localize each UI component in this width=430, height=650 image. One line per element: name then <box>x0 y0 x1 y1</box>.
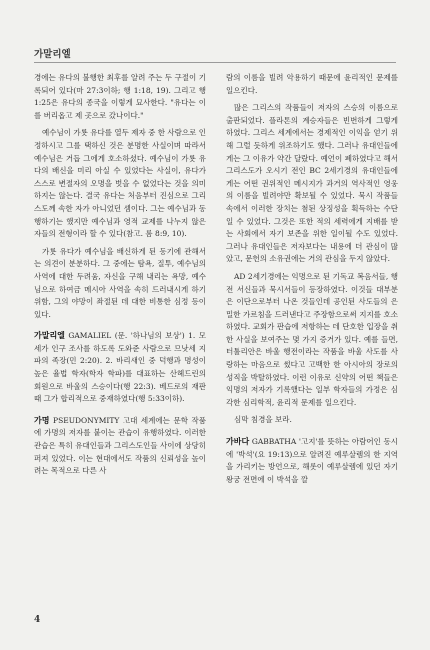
entry-body: GAMALIEL (문. '하나님의 보상') 1. 모세가 인구 조사를 하도록 도와준 사람으로 므낫세 지파의 족장(민 2:20). 2. 바리새인 중 덕행과 명성이 높은 율법 학자(학자 학파)를 대표하는 산헤드린의 회원으로 바울의 스승이다(행 22:3). 베드로의 재판 때 그가 합리적으로 중재하였다(행 5:33이하). <box>34 331 206 404</box>
paragraph: 경에는 유다의 불행한 최후를 알려 주는 두 구절이 기록되어 있다(마 27:3이하; 행 1:18, 19). 그리고 행 1:25은 유다의 종국을 이렇게 묘사한다. "유다는 이를 버리옵고 제 곳으로 갔나이다." <box>34 73 206 120</box>
paragraph: AD 2세기경에는 익명으로 된 기독교 복음서들, 행전 서신들과 묵시서들이 등장하였다. 이것들 대부분은 이단으로부터 나온 것들인데 공인된 사도들의 은밀한 가르침을 드러낸다고 주장함으로써 지지를 호소하였다. 교회가 판습에 저항하는 데 단호한 입장을 취한 사실을 보여주는 몇 가지 증거가 있다. 예를 들면, 터툴리안은 바울 행전이라는 작품을 바울 사도를 사랑하는 마음으로 썼다고 고백한 한 아시아의 장로의 성직을 박탈하였다. 이런 이유로 신약의 어떤 책들은 익명의 저자가 기록했다는 일부 학자들의 가정은 심각한 심리학적, 윤리적 문제를 일으킨다. <box>226 271 398 407</box>
dictionary-entry-gamaliel <box>34 330 206 406</box>
entry-headword: 가바다 <box>226 437 250 447</box>
header-rule <box>34 62 396 63</box>
right-column <box>226 72 398 491</box>
dictionary-entry-pseudonymity <box>34 415 206 478</box>
cross-reference: 심막 침경을 보라. <box>234 415 292 425</box>
paragraph: 가룟 유다가 예수님을 배신하게 된 동기에 관해서는 의견이 분분하다. 그 중에는 탐욕, 질투, 예수님의 사역에 대한 두려움, 자신을 구해 내리는 욕망, 예수님으로 하여금 메시아 사역을 속히 드러내시게 하기 위함, 그의 야망이 좌절된 데 대한 비통한 심정 등이 있다. <box>34 246 206 319</box>
entry-headword: 가말리엘 <box>34 331 65 341</box>
entry-body: PSEUDONYMITY 고대 세계에는 문학 작품에 가명의 저자를 붙이는 관습이 유행하였다. 이러한 관습은 특히 유대인들과 그리스도인들 사이에 상당히 퍼져 있었다. 이는 현대에서도 작품의 신뢰성을 높이려는 목적으로 다른 사 <box>34 415 206 476</box>
entry-headword: 가명 <box>34 415 50 425</box>
left-column <box>34 72 206 483</box>
entry-body: GABBATHA '고지'를 뜻하는 아람어인 동시에 '박석'(요 19:13)으로 알려진 예루살렘의 한 지역을 가리키는 방언으로, 해롯이 예루살렘에 있던 자기 왕궁 전면에 이 박석을 깔 <box>226 437 398 484</box>
running-head: 가말리엘 <box>34 49 71 60</box>
dictionary-entry-gabbatha <box>226 436 398 486</box>
page-number: 4 <box>34 615 41 625</box>
paragraph: 람의 이름을 빌려 악용하기 때문에 윤리적인 문제를 일으킨다. <box>226 73 398 95</box>
paragraph: 예수님이 가룟 유다를 열두 제자 중 한 사람으로 인정하시고 그를 택하신 것은 분명한 사실이며 따라서 예수님은 거듭 그에게 호소하셨다. 예수님이 가룟 유다의 배신을 미리 아실 수 있었다는 사실이, 유다가 스스로 변절자의 오명을 벗을 수 없었다는 것을 의미하지는 않는다. 결국 유다는 처음부터 진심으로 그리스도께 속한 자가 아니었던 셈이다. 그는 예수님과 동행하기는 했지만 예수님과 영적 교제를 나누지 않은 자들의 전형이라 할 수 있다(참고. 롬 8:9, 10). <box>34 128 206 239</box>
paragraph: 많은 그리스의 작품들이 저자의 스승의 이름으로 출판되었다. 플라톤의 계승자들은 빈번하게 그렇게 하였다. 그리스 세계에서는 경제적인 이익을 얻기 위해 그럴 듯하게 위조하기도 했다. 그러나 유대인들에게는 그 이유가 약간 달랐다. 예언이 폐하였다고 해서 그리스도가 오시기 전인 BC 2세기경의 유대인들에게는 어떤 권위적인 메시지가 과거의 역사적인 영웅의 이름을 빌려야만 확보될 수 있었다. 묵시 작품들 속에서 이러한 장치는 첨된 상징성을 획득하는 수단일 수 있었다. 그것은 또한 적의 세력에게 지배를 받는 사회에서 자기 보존을 위한 일이될 수도 있었다. 그러나 유대인들은 저자보다는 내용에 더 관심이 많았고, 문헌의 소유권에는 거의 관심을 두지 않았다. <box>226 103 398 264</box>
